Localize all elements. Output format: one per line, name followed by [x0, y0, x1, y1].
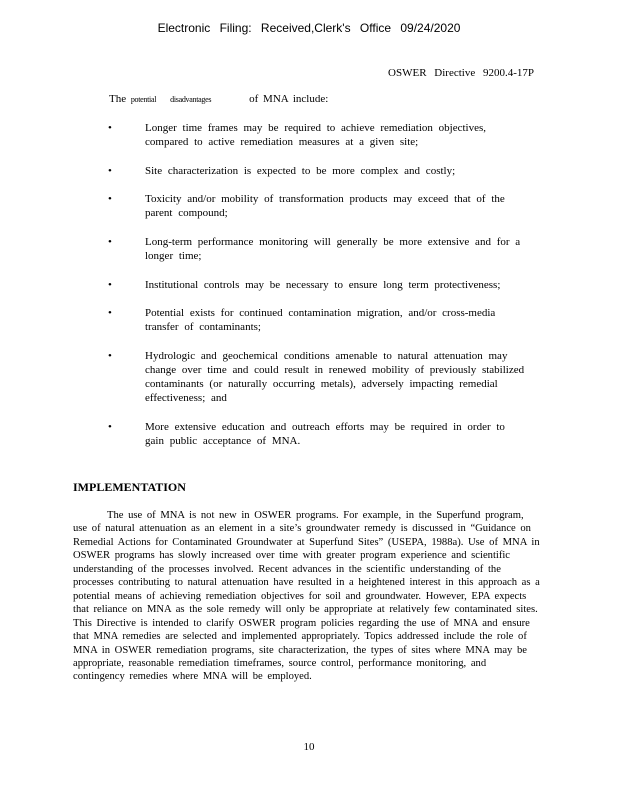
disadvantages-intro: [109, 93, 328, 105]
list-item-text: More extensive education and outreach efforts may be required in order to gain public acceptance of MNA.: [145, 421, 505, 447]
bullet-icon: •: [108, 236, 112, 248]
list-item-text: Site characterization is expected to be more complex and costly;: [145, 165, 456, 177]
implementation-paragraph: The use of MNA is not new in OSWER programs. For example, in the Superfund program, use of natural attenuation as an element in a site’s groundwater remedy is discussed in “Guidance on Remedial Actions for Contaminated Groundwater at Superfund Sites” (USEPA, 1988a). Use of MNA in OSWER programs has slowly increased over time with greater program experience and scientific understanding of the processes involved. Recent advances in the scientific understanding of the processes contributing to natural attenuation have resulted in a heightened interest in this approach as a potential means of achieving remediation objectives for soil and groundwater. However, EPA expects that reliance on MNA as the sole remedy will only be appropriate at relatively few contaminated sites. This Directive is intended to clarify OSWER program policies regarding the use of MNA and ensure that MNA remedies are selected and implemented appropriately. Topics addressed include the role of MNA in OSWER remediation programs, site characterization, the types of sites where MNA may be appropriate, reasonable remediation timeframes, source control, performance monitoring, and contingency remedies where MNA will be employed.: [73, 510, 540, 683]
bullet-icon: •: [108, 350, 112, 362]
list-item-text: Longer time frames may be required to achieve remediation objectives, compared to active remediation measures at a given site;: [145, 122, 486, 148]
section-heading: IMPLEMENTATION: [73, 480, 186, 494]
list-item-text: Long-term performance monitoring will generally be more extensive and for a longer time;: [145, 236, 521, 262]
list-item-text: Potential exists for continued contamination migration, and/or cross-media transfer of contaminants;: [145, 307, 496, 333]
bullet-icon: •: [108, 165, 112, 177]
page-number: 10: [303, 741, 315, 753]
bullet-icon: •: [108, 193, 112, 205]
intro-prefix: The: [109, 93, 127, 105]
bullet-icon: •: [108, 307, 112, 319]
bullet-icon: •: [108, 421, 112, 433]
bullet-icon: •: [108, 122, 112, 134]
intro-word-disadvantages: disadvantages: [170, 95, 212, 104]
intro-suffix: of MNA include:: [249, 93, 329, 105]
list-item-text: Toxicity and/or mobility of transformation products may exceed that of the parent compound;: [145, 193, 505, 219]
list-item-text: Institutional controls may be necessary to ensure long term protectiveness;: [145, 279, 501, 291]
intro-word-potential: potential: [130, 95, 157, 104]
list-item-text: Hydrologic and geochemical conditions amenable to natural attenuation may change over time and could result in renewed mobility of previously stabilized contaminants (or naturally occurring metals), adversely impacting remedial effectiveness; and: [145, 350, 525, 404]
filing-stamp: Electronic Filing: Received,Clerk's Office 09/24/2020: [157, 21, 461, 35]
directive-number: OSWER Directive 9200.4-17P: [388, 67, 534, 79]
bullet-icon: •: [108, 279, 112, 291]
